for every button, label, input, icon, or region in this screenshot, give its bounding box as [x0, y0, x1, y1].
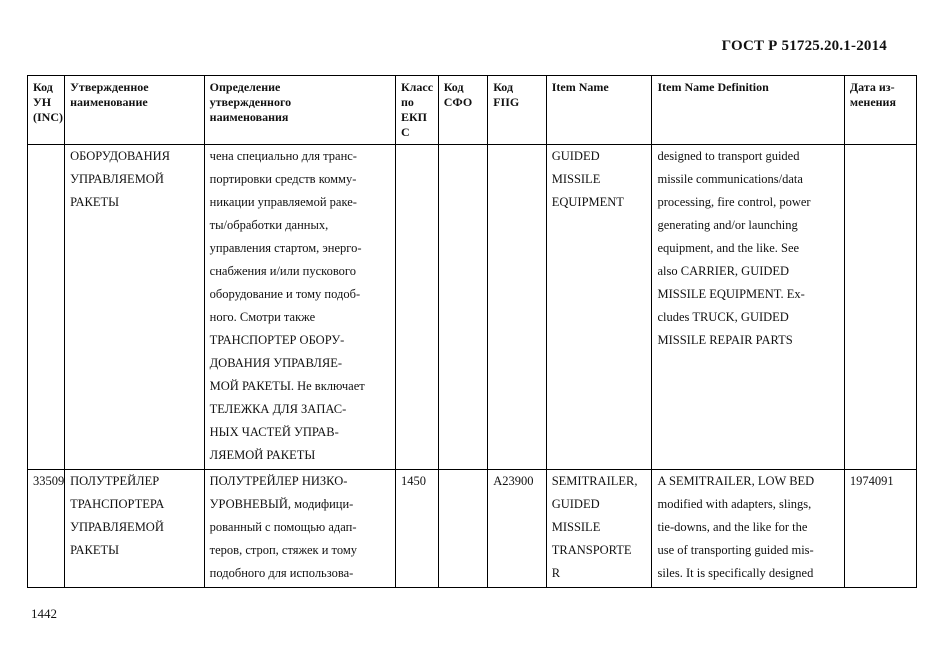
column-header-item-name	[546, 76, 652, 145]
header-text-line: наименование	[70, 95, 148, 109]
cell-date	[844, 145, 916, 470]
cell-text-line: MISSILE REPAIR PARTS	[657, 333, 793, 347]
cell-text-line: A SEMITRAILER, LOW BED	[657, 474, 815, 488]
cell-fiig	[488, 145, 547, 470]
cell-name	[65, 145, 205, 470]
cell-text-line: SEMITRAILER,	[551, 474, 638, 488]
cell-fiig	[488, 470, 547, 588]
header-text-line: утвержденного	[209, 95, 292, 109]
cell-text-line: EQUIPMENT	[551, 195, 624, 209]
cell-text-line: УРОВНЕВЫЙ, модифици-	[209, 497, 354, 511]
header-text-line: наименования	[209, 110, 289, 124]
cell-text-line: missile communications/data	[657, 172, 803, 186]
header-text-line: FIIG	[493, 95, 520, 109]
cell-item-name	[546, 470, 652, 588]
header-text-line: (INC)	[33, 110, 63, 124]
cell-text-line: никации управляемой раке-	[209, 195, 357, 209]
header-text-line: Определение	[209, 80, 281, 94]
cell-text-line: ЛЯЕМОЙ РАКЕТЫ	[209, 448, 316, 462]
header-text-line: С	[400, 125, 410, 139]
cell-text-line: ного. Смотри также	[209, 310, 316, 324]
header-text-line: Item Name	[551, 80, 609, 94]
cell-text-line: УПРАВЛЯЕМОЙ	[70, 520, 164, 534]
cell-text-line: designed to transport guided	[657, 149, 800, 163]
cell-class	[395, 470, 438, 588]
cell-text-line: ПОЛУТРЕЙЛЕР НИЗКО-	[209, 474, 348, 488]
cell-text-line: MISSILE EQUIPMENT. Ex-	[657, 287, 805, 301]
cell-definition	[204, 470, 395, 588]
cell-sfo	[438, 145, 488, 470]
cell-item-definition	[652, 145, 844, 470]
cell-text-line: MISSILE	[551, 172, 601, 186]
header-text-line: СФО	[443, 95, 473, 109]
cell-text-line: cludes TRUCK, GUIDED	[657, 310, 789, 324]
cell-text-line: modified with adapters, slings,	[657, 497, 812, 511]
column-header-name	[65, 76, 205, 145]
cell-inc	[28, 145, 65, 470]
cell-text-line: УПРАВЛЯЕМОЙ	[70, 172, 164, 186]
cell-text-line: siles. It is specifically designed	[657, 566, 814, 580]
column-header-fiig	[488, 76, 547, 145]
cell-text-line: MISSILE	[551, 520, 601, 534]
column-header-item-definition	[652, 76, 844, 145]
column-header-inc	[28, 76, 65, 145]
cell-text-line: НЫХ ЧАСТЕЙ УПРАВ-	[209, 425, 339, 439]
header-text-line: Дата из-	[849, 80, 895, 94]
cell-text-line: generating and/or launching	[657, 218, 798, 232]
cell-text-line: A23900	[493, 474, 534, 488]
cell-text-line: ПОЛУТРЕЙЛЕР	[70, 474, 160, 488]
cell-item-name	[546, 145, 652, 470]
cell-text-line: оборудование и тому подоб-	[209, 287, 361, 301]
cell-text-line: processing, fire control, power	[657, 195, 811, 209]
cell-text-line: GUIDED	[551, 497, 600, 511]
nomenclature-table	[27, 75, 917, 588]
cell-text-line: теров, строп, стяжек и тому	[209, 543, 358, 557]
cell-text-line: снабжения и/или пускового	[209, 264, 356, 278]
cell-text-line: РАКЕТЫ	[70, 543, 120, 557]
cell-text-line: управления стартом, энерго-	[209, 241, 362, 255]
header-text-line: Код	[33, 80, 53, 94]
cell-text-line: ТРАНСПОРТЕР ОБОРУ-	[209, 333, 345, 347]
cell-text-line: use of transporting guided mis-	[657, 543, 814, 557]
cell-text-line: рованный с помощью адап-	[209, 520, 357, 534]
cell-date	[844, 470, 916, 588]
column-header-definition	[204, 76, 395, 145]
cell-text-line: портировки средств комму-	[209, 172, 357, 186]
cell-definition	[204, 145, 395, 470]
table-row	[28, 145, 917, 470]
cell-text-line: ТРАНСПОРТЕРА	[70, 497, 165, 511]
cell-text-line: 1974091	[849, 474, 894, 488]
cell-class	[395, 145, 438, 470]
cell-text-line: подобного для использова-	[209, 566, 354, 580]
cell-item-definition	[652, 470, 844, 588]
header-text-line: по	[400, 95, 414, 109]
cell-name	[65, 470, 205, 588]
cell-text-line: also CARRIER, GUIDED	[657, 264, 790, 278]
header-text-line: ЕКП	[400, 110, 427, 124]
cell-text-line: 33509	[33, 474, 65, 488]
header-text-line: Item Name Definition	[657, 80, 769, 94]
header-text-line: Класс	[400, 80, 434, 94]
document-code: ГОСТ Р 51725.20.1-2014	[721, 38, 887, 54]
header-text-line: менения	[849, 95, 896, 109]
header-text-line: Код	[493, 80, 514, 94]
cell-text-line: tie-downs, and the like for the	[657, 520, 808, 534]
cell-text-line: GUIDED	[551, 149, 600, 163]
cell-text-line: ОБОРУДОВАНИЯ	[70, 149, 171, 163]
cell-text-line: ты/обработки данных,	[209, 218, 329, 232]
header-text-line: Утвержденное	[70, 80, 149, 94]
page-number: 1442	[31, 606, 57, 621]
cell-text-line: РАКЕТЫ	[70, 195, 120, 209]
column-header-class	[395, 76, 438, 145]
column-header-sfo	[438, 76, 488, 145]
cell-text-line: ТЕЛЕЖКА ДЛЯ ЗАПАС-	[209, 402, 347, 416]
cell-text-line: чена специально для транс-	[209, 149, 357, 163]
cell-text-line: 1450	[400, 474, 426, 488]
header-text-line: УН	[33, 95, 52, 109]
cell-sfo	[438, 470, 488, 588]
cell-text-line: МОЙ РАКЕТЫ. Не включает	[209, 379, 365, 393]
header-text-line: Код	[443, 80, 464, 94]
table-header-row	[28, 76, 917, 145]
column-header-date	[844, 76, 916, 145]
cell-text-line: TRANSPORTE	[551, 543, 632, 557]
cell-inc	[28, 470, 65, 588]
cell-text-line: R	[551, 566, 561, 580]
table-row	[28, 470, 917, 588]
cell-text-line: ДОВАНИЯ УПРАВЛЯЕ-	[209, 356, 343, 370]
cell-text-line: equipment, and the like. See	[657, 241, 800, 255]
